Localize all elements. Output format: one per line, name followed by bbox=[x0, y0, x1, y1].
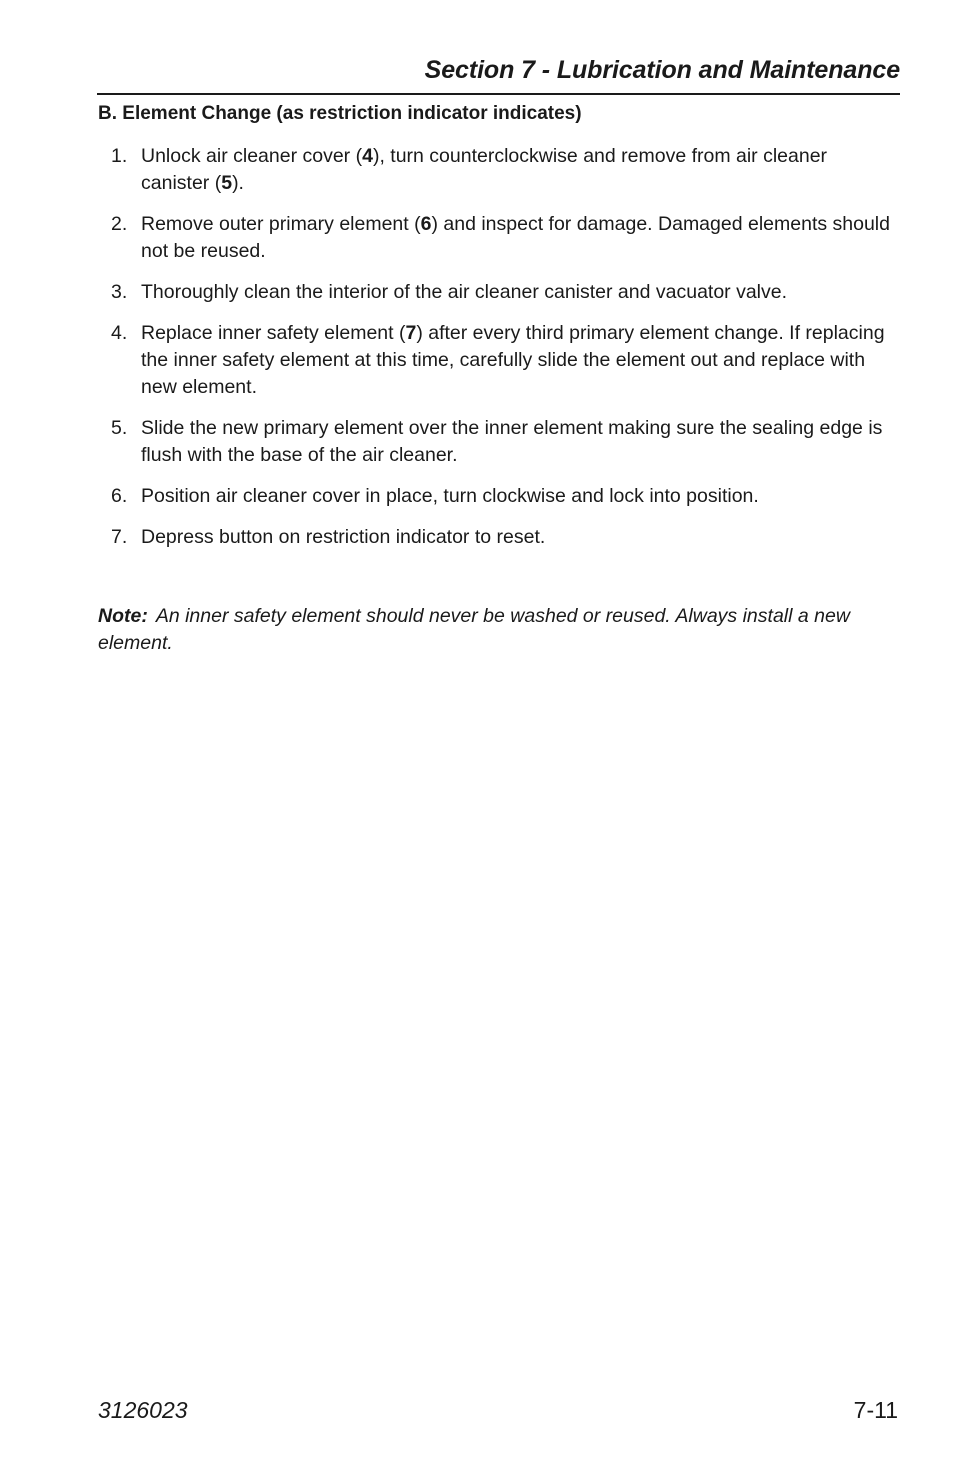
step-text: ) after every third primary element change. If replacing the inner safety element at this time, carefully slide the element out and replace with new element. bbox=[141, 322, 885, 398]
header-rule bbox=[97, 93, 900, 95]
step-text: Replace inner safety element ( bbox=[141, 322, 406, 344]
callout-ref: 4 bbox=[362, 145, 373, 167]
step-text: ). bbox=[232, 172, 244, 194]
section-title: Section 7 - Lubrication and Maintenance bbox=[424, 56, 900, 84]
step-text: Remove outer primary element ( bbox=[141, 213, 421, 235]
procedure-steps bbox=[98, 143, 898, 565]
step-text: ), turn counterclockwise and remove from air cleaner canister ( bbox=[141, 145, 828, 194]
step-text: Depress button on restriction indicator to reset. bbox=[141, 526, 546, 548]
step-3 bbox=[98, 279, 898, 306]
step-number: 2. bbox=[111, 213, 128, 235]
document-number: 3126023 bbox=[98, 1397, 188, 1423]
note-block bbox=[98, 603, 903, 657]
step-number: 4. bbox=[111, 322, 128, 344]
step-text: ) and inspect for damage. Damaged elements should not be reused. bbox=[141, 213, 890, 262]
procedure-heading: B. Element Change (as restriction indicator indicates) bbox=[98, 103, 582, 124]
note-label: Note: bbox=[98, 605, 148, 627]
step-1 bbox=[98, 143, 898, 197]
note-text: An inner safety element should never be washed or reused. Always install a new element. bbox=[98, 605, 850, 654]
step-number: 3. bbox=[111, 281, 128, 303]
step-2 bbox=[98, 211, 898, 265]
step-6 bbox=[98, 483, 898, 510]
step-number: 7. bbox=[111, 526, 128, 548]
step-4 bbox=[98, 320, 898, 401]
step-7 bbox=[98, 524, 898, 551]
callout-ref: 5 bbox=[221, 172, 233, 194]
step-text: Unlock air cleaner cover ( bbox=[141, 145, 363, 167]
step-number: 5. bbox=[111, 417, 128, 439]
step-text: Thoroughly clean the interior of the air cleaner canister and vacuator valve. bbox=[141, 281, 788, 303]
step-number: 1. bbox=[111, 145, 128, 167]
step-text: Slide the new primary element over the inner element making sure the sealing edge is flush with the base of the air cleaner. bbox=[141, 417, 883, 466]
step-text: Position air cleaner cover in place, turn clockwise and lock into position. bbox=[141, 485, 759, 507]
page-number: 7-11 bbox=[853, 1397, 898, 1423]
callout-ref: 7 bbox=[405, 322, 417, 344]
callout-ref: 6 bbox=[420, 213, 432, 235]
step-5 bbox=[98, 415, 898, 469]
step-number: 6. bbox=[111, 485, 128, 507]
